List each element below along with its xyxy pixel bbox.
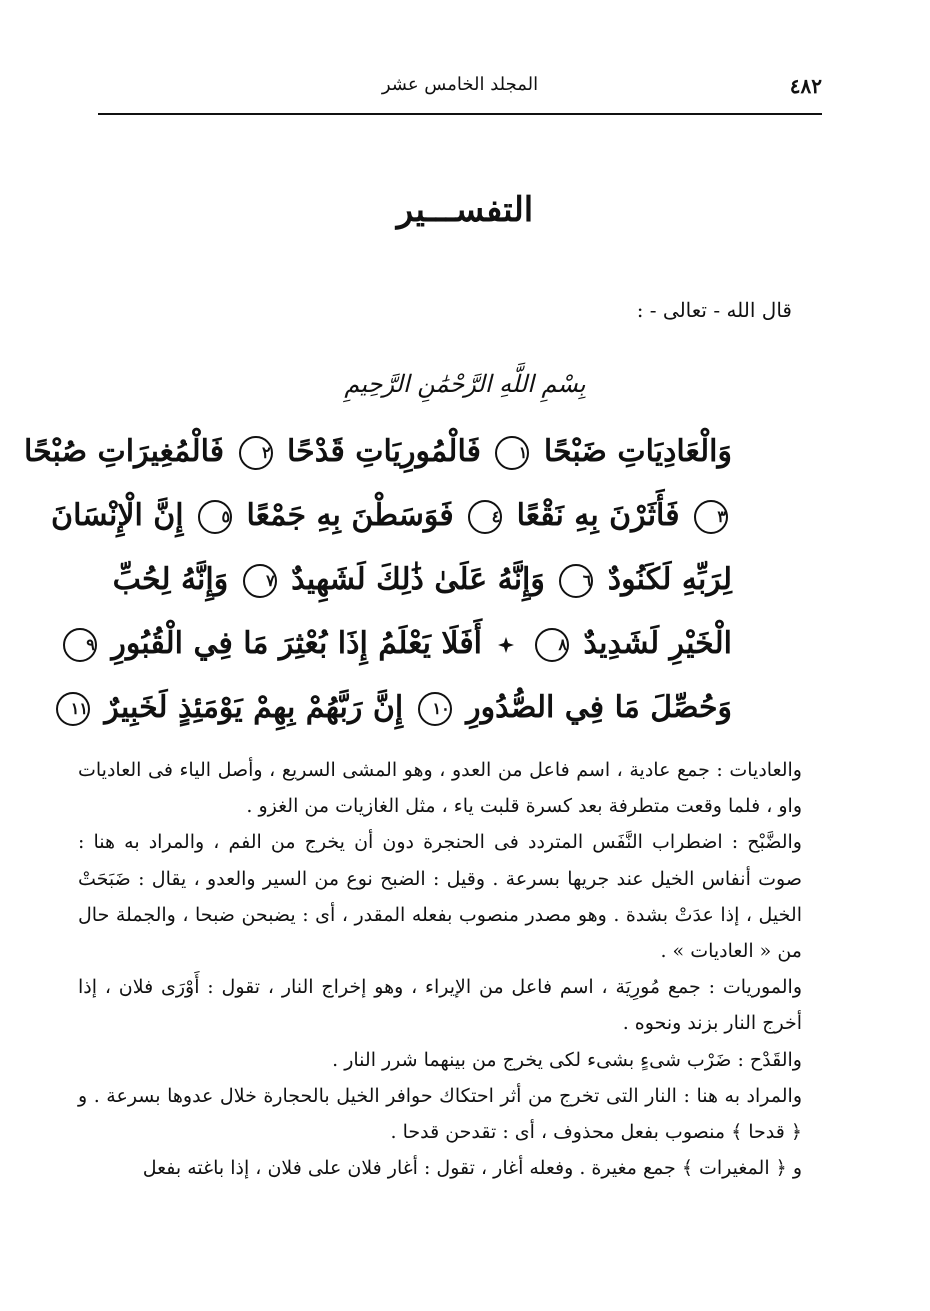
verse-line (86, 612, 732, 676)
verse-text: إِنَّ الْإِنْسَانَ (51, 498, 184, 533)
ayah-number-marker: ٩ (63, 628, 97, 662)
commentary-paragraph: والموريات : جمع مُورِيَة ، اسم فاعل من الإيراء ، وهو إخراج النار ، تقول : أَوْرَى فلان ، إذا أخرج النار بزند ونحوه . (78, 976, 802, 1035)
verse-line (70, 676, 732, 740)
verse-text: فَالْمُورِيَاتِ قَدْحًا (287, 434, 481, 469)
verse-text: وَإِنَّهُ لِحُبِّ (112, 562, 229, 597)
commentary-paragraph: والمراد به هنا : النار التى تخرج من أثر احتكاك حوافر الخيل بالحجارة خلال عدوها بسرعة . و ﴿ قدحا ﴾ منصوب بفعل محذوف ، أى : تقدحن قدحا . (78, 1084, 802, 1144)
verse-text: لِرَبِّهِ لَكَنُودٌ (607, 562, 732, 597)
verse-text: وَإِنَّهُ عَلَىٰ ذَٰلِكَ لَشَهِيدٌ (291, 562, 545, 597)
ayah-number-marker: ٤ (468, 500, 502, 534)
header-rule (98, 113, 822, 115)
verse-text: وَالْعَادِيَاتِ ضَبْحًا (543, 434, 732, 469)
ayah-number-marker: ٢ (239, 436, 273, 470)
ayah-number-marker: ١ (495, 436, 529, 470)
ayah-number-marker: ١١ (56, 692, 90, 726)
section-title: التفســـير (396, 190, 534, 230)
verse-line (51, 484, 732, 548)
verse-text: أَفَلَا يَعْلَمُ إِذَا بُعْثِرَ مَا فِي الْقُبُورِ (111, 626, 482, 661)
running-title: المجلد الخامس عشر (381, 74, 539, 95)
verse-text: فَالْمُغِيرَاتِ صُبْحًا (24, 434, 225, 469)
verse-text: وَحُصِّلَ مَا فِي الصُّدُورِ (466, 690, 732, 725)
verse-text: الْخَيْرِ لَشَدِيدٌ (583, 626, 732, 661)
verse-text: فَوَسَطْنَ بِهِ جَمْعًا (246, 498, 454, 533)
commentary-paragraph: والضَّبْح : اضطراب النَّفَس المتردد فى الحنجرة دون أن يخرج من الفم ، والمراد به هنا : صوت أنفاس الخيل عند جريها بسرعة . وقيل : الضبح نوع من السير والعدو ، يقال : ضَبَحَتْ الخيل ، إذا عدَتْ بشدة . وهو مصدر منصوب بفعله المقدر ، أى : يضبحن ضبحا ، والجملة حال من « العاديات » . (78, 831, 802, 963)
ayah-number-marker: ٦ (559, 564, 593, 598)
page-header (98, 68, 822, 108)
basmala: بِسْمِ اللَّهِ الرَّحْمَٰنِ الرَّحِيمِ (344, 370, 586, 398)
page-number: ٤٨٢ (789, 74, 822, 98)
verses-block (24, 420, 732, 740)
ayah-number-marker: ١٠ (418, 692, 452, 726)
intro-line: قال الله - تعالى - : (636, 298, 792, 322)
ayah-number-marker: ٧ (243, 564, 277, 598)
commentary-paragraph: و ﴿ المغيرات ﴾ جمع مغيرة . وفعله أغار ، تقول : أغار فلان على فلان ، إذا باغته بفعل (142, 1157, 802, 1180)
commentary-paragraph: والعاديات : جمع عادية ، اسم فاعل من العدو ، وهو المشى السريع ، وأصل الياء فى العاديات واو ، فلما وقعت متطرفة بعد كسرة قلبت ياء ، مثل الغازيات من الغزو . (78, 759, 802, 818)
verse-text: فَأَثَرْنَ بِهِ نَقْعًا (516, 498, 680, 533)
verse-line (24, 420, 732, 484)
ayah-number-marker: ٨ (535, 628, 569, 662)
ayah-number-marker: ٥ (198, 500, 232, 534)
commentary-paragraph: والقَدْح : ضَرْب شىءٍ بشىء لكى يخرج من بينهما شرر النار . (332, 1048, 802, 1071)
verse-text: إِنَّ رَبَّهُمْ بِهِمْ يَوْمَئِذٍ لَخَبِيرٌ (104, 690, 404, 725)
ayah-number-marker: ٣ (694, 500, 728, 534)
star-ornament-icon (498, 637, 514, 653)
verse-line (112, 548, 732, 612)
commentary-block (78, 752, 802, 1186)
